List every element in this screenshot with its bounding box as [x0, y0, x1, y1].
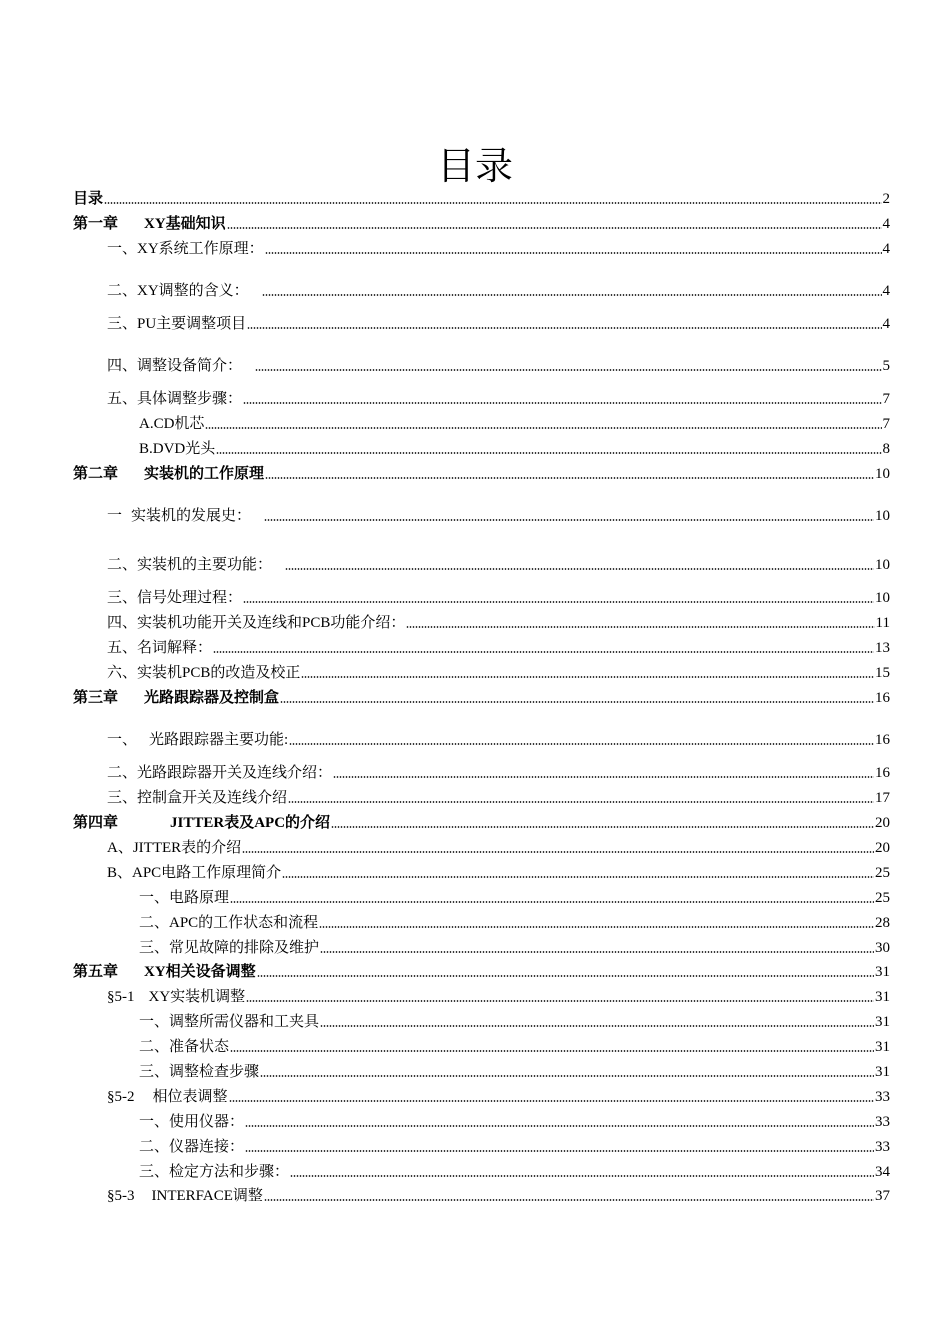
toc-page-number: 33	[875, 1114, 890, 1130]
toc-entry-prefix: 一、	[107, 732, 138, 748]
toc-leader	[280, 701, 874, 703]
toc-page-number: 5	[882, 358, 890, 374]
toc-entry[interactable]	[107, 862, 890, 884]
toc-leader	[205, 427, 881, 429]
toc-leader	[246, 1000, 874, 1002]
toc-entry[interactable]	[107, 554, 890, 576]
toc-entry-prefix: 第四章	[73, 815, 119, 831]
toc-entry-label: XY基础知识	[144, 216, 226, 232]
toc-leader	[265, 477, 874, 479]
toc-page-number: 31	[875, 1039, 890, 1055]
toc-page-number: 11	[875, 615, 890, 631]
toc-entry-label: 实装机的发展史：	[131, 508, 252, 524]
toc-page-number: 16	[875, 732, 890, 748]
toc-entry[interactable]	[107, 837, 890, 859]
toc-entry-label: B.DVD光头	[139, 441, 216, 457]
toc-entry[interactable]	[73, 961, 890, 983]
toc-entry-label: 三、控制盒开关及连线介绍	[107, 790, 288, 806]
toc-entry[interactable]	[107, 355, 890, 377]
toc-entry-label: 二、光路跟踪器开关及连线介绍：	[107, 765, 333, 781]
toc-entry-prefix: 第二章	[73, 466, 119, 482]
toc-page-number: 33	[875, 1139, 890, 1155]
toc-entry-label: INTERFACE调整	[151, 1188, 263, 1204]
toc-leader	[216, 452, 881, 454]
toc-entry[interactable]	[107, 787, 890, 809]
toc-entry-prefix: §5-1	[107, 989, 135, 1005]
toc-entry-label: 三、PU主要调整项目	[107, 316, 247, 332]
toc-page-number: 7	[882, 416, 890, 432]
toc-entry-prefix: 一	[107, 508, 123, 524]
toc-entry-label: 光路跟踪器主要功能:	[149, 732, 289, 748]
toc-entry-label: 一、电路原理	[139, 890, 230, 906]
toc-leader	[264, 1199, 874, 1201]
toc-page-number: 33	[875, 1089, 890, 1105]
toc-leader	[230, 901, 874, 903]
toc-entry[interactable]	[139, 1011, 890, 1033]
toc-entry-label: JITTER表及APC的介绍	[170, 815, 331, 831]
toc-entry[interactable]	[73, 188, 890, 210]
toc-page-number: 4	[882, 241, 890, 257]
toc-entry[interactable]	[107, 1185, 890, 1207]
toc-entry-prefix: 第五章	[73, 964, 119, 980]
page-title: 目录	[436, 144, 513, 188]
toc-leader	[289, 743, 874, 745]
toc-entry[interactable]	[139, 912, 890, 934]
toc-entry-label: XY实装机调整	[148, 989, 246, 1005]
toc-entry[interactable]	[107, 388, 890, 410]
toc-entry[interactable]	[139, 1061, 890, 1083]
toc-entry[interactable]	[73, 463, 890, 485]
toc-entry-label: 四、实装机功能开关及连线和PCB功能介绍：	[107, 615, 406, 631]
toc-page-number: 25	[875, 890, 890, 906]
toc-entry[interactable]	[107, 729, 890, 751]
toc-leader	[227, 227, 882, 229]
toc-entry[interactable]	[107, 986, 890, 1008]
toc-leader	[333, 776, 874, 778]
toc-page-number: 31	[875, 964, 890, 980]
toc-page-number: 10	[875, 466, 890, 482]
toc-entry-prefix: §5-3	[107, 1188, 135, 1204]
toc-page-number: 30	[875, 940, 890, 956]
toc-entry[interactable]	[139, 937, 890, 959]
toc-page-number: 7	[882, 391, 890, 407]
toc-leader	[230, 1050, 874, 1052]
toc-entry[interactable]	[139, 1111, 890, 1133]
toc-leader	[288, 801, 874, 803]
toc-leader	[265, 252, 882, 254]
toc-page-number: 4	[882, 216, 890, 232]
toc-page-number: 28	[875, 915, 890, 931]
toc-leader	[406, 626, 874, 628]
toc-entry-label: B、APC电路工作原理简介	[107, 865, 282, 881]
toc-entry-label: 五、名词解释：	[107, 640, 213, 656]
toc-entry-label: 一、XY系统工作原理：	[107, 241, 264, 257]
toc-entry[interactable]	[107, 637, 890, 659]
toc-entry-label: 二、XY调整的含义：	[107, 283, 249, 299]
toc-page-number: 37	[875, 1188, 890, 1204]
toc-leader	[264, 519, 874, 521]
toc-leader	[260, 1075, 874, 1077]
toc-entry-label: 三、常见故障的排除及维护	[139, 940, 320, 956]
toc-entry-label: 三、信号处理过程：	[107, 590, 243, 606]
toc-page-number: 31	[875, 1064, 890, 1080]
toc-page-number: 20	[875, 840, 890, 856]
toc-leader	[319, 926, 874, 928]
toc-entry-label: 一、调整所需仪器和工夹具	[139, 1014, 320, 1030]
toc-leader	[243, 402, 881, 404]
toc-entry-prefix: 第一章	[73, 216, 119, 232]
toc-entry[interactable]	[139, 1036, 890, 1058]
toc-leader	[290, 1175, 874, 1177]
toc-leader	[282, 876, 874, 878]
toc-entry[interactable]	[107, 238, 890, 260]
toc-entry-label: 光路跟踪器及控制盒	[144, 690, 280, 706]
toc-entry-label: 三、检定方法和步骤：	[139, 1164, 290, 1180]
toc-entry[interactable]	[107, 313, 890, 335]
toc-entry[interactable]	[139, 887, 890, 909]
toc-entry[interactable]	[107, 587, 890, 609]
toc-entry-label: A.CD机芯	[139, 416, 205, 432]
toc-entry-label: 六、实装机PCB的改造及校正	[107, 665, 301, 681]
toc-entry[interactable]	[107, 762, 890, 784]
toc-entry[interactable]	[107, 280, 890, 302]
toc-leader	[245, 1125, 874, 1127]
toc-page-number: 17	[875, 790, 890, 806]
toc-page-number: 15	[875, 665, 890, 681]
toc-page-number: 10	[875, 508, 890, 524]
toc-entry[interactable]	[107, 612, 890, 634]
toc-entry-label: 二、APC的工作状态和流程	[139, 915, 319, 931]
toc-entry-label: 四、调整设备简介：	[107, 358, 243, 374]
toc-page-number: 16	[875, 765, 890, 781]
toc-page-number: 10	[875, 557, 890, 573]
toc-page-number: 31	[875, 1014, 890, 1030]
toc-entry[interactable]	[139, 1136, 890, 1158]
toc-page-number: 10	[875, 590, 890, 606]
toc-leader	[331, 826, 874, 828]
toc-entry-label: 一、使用仪器：	[139, 1114, 245, 1130]
toc-leader	[242, 851, 874, 853]
toc-entry[interactable]	[107, 505, 890, 527]
toc-leader	[247, 327, 881, 329]
toc-leader	[229, 1100, 874, 1102]
toc-entry-label: 相位表调整	[152, 1089, 228, 1105]
toc-entry-label: 三、调整检查步骤	[139, 1064, 260, 1080]
toc-entry-label: 二、准备状态	[139, 1039, 230, 1055]
toc-page-number: 20	[875, 815, 890, 831]
toc-entry-prefix: §5-2	[107, 1089, 135, 1105]
toc-page-number: 4	[882, 283, 890, 299]
toc-page-number: 31	[875, 989, 890, 1005]
toc-entry-label: 二、仪器连接：	[139, 1139, 245, 1155]
toc-entry[interactable]	[73, 213, 890, 235]
toc-page-number: 34	[875, 1164, 890, 1180]
toc-entry[interactable]	[107, 662, 890, 684]
toc-page-number: 4	[882, 316, 890, 332]
toc-entry[interactable]	[139, 413, 890, 435]
toc-entry[interactable]	[73, 687, 890, 709]
toc-leader	[245, 1150, 874, 1152]
toc-entry-label: 二、实装机的主要功能：	[107, 557, 273, 573]
toc-entry-label: 五、具体调整步骤：	[107, 391, 243, 407]
toc-entry-label: A、JITTER表的介绍	[107, 840, 242, 856]
toc-page-number: 25	[875, 865, 890, 881]
toc-entry[interactable]	[73, 812, 890, 834]
toc-entry-label: XY相关设备调整	[144, 964, 256, 980]
toc-leader	[301, 676, 874, 678]
toc-leader	[255, 369, 881, 371]
toc-page-number: 8	[882, 441, 890, 457]
toc-leader	[285, 568, 874, 570]
toc-leader	[320, 951, 874, 953]
toc-leader	[104, 202, 881, 204]
toc-entry-label: 实装机的工作原理	[144, 466, 265, 482]
toc-entry[interactable]	[107, 1086, 890, 1108]
toc-leader	[243, 601, 874, 603]
toc-page-number: 16	[875, 690, 890, 706]
toc-entry-prefix: 第三章	[73, 690, 119, 706]
toc-entry[interactable]	[139, 438, 890, 460]
toc-page-number: 13	[875, 640, 890, 656]
toc-leader	[262, 294, 882, 296]
toc-leader	[257, 975, 874, 977]
toc-entry-label: 目录	[73, 191, 104, 207]
toc-leader	[213, 651, 874, 653]
toc-entry[interactable]	[139, 1161, 890, 1183]
toc-leader	[320, 1025, 874, 1027]
toc-page-number: 2	[882, 191, 890, 207]
